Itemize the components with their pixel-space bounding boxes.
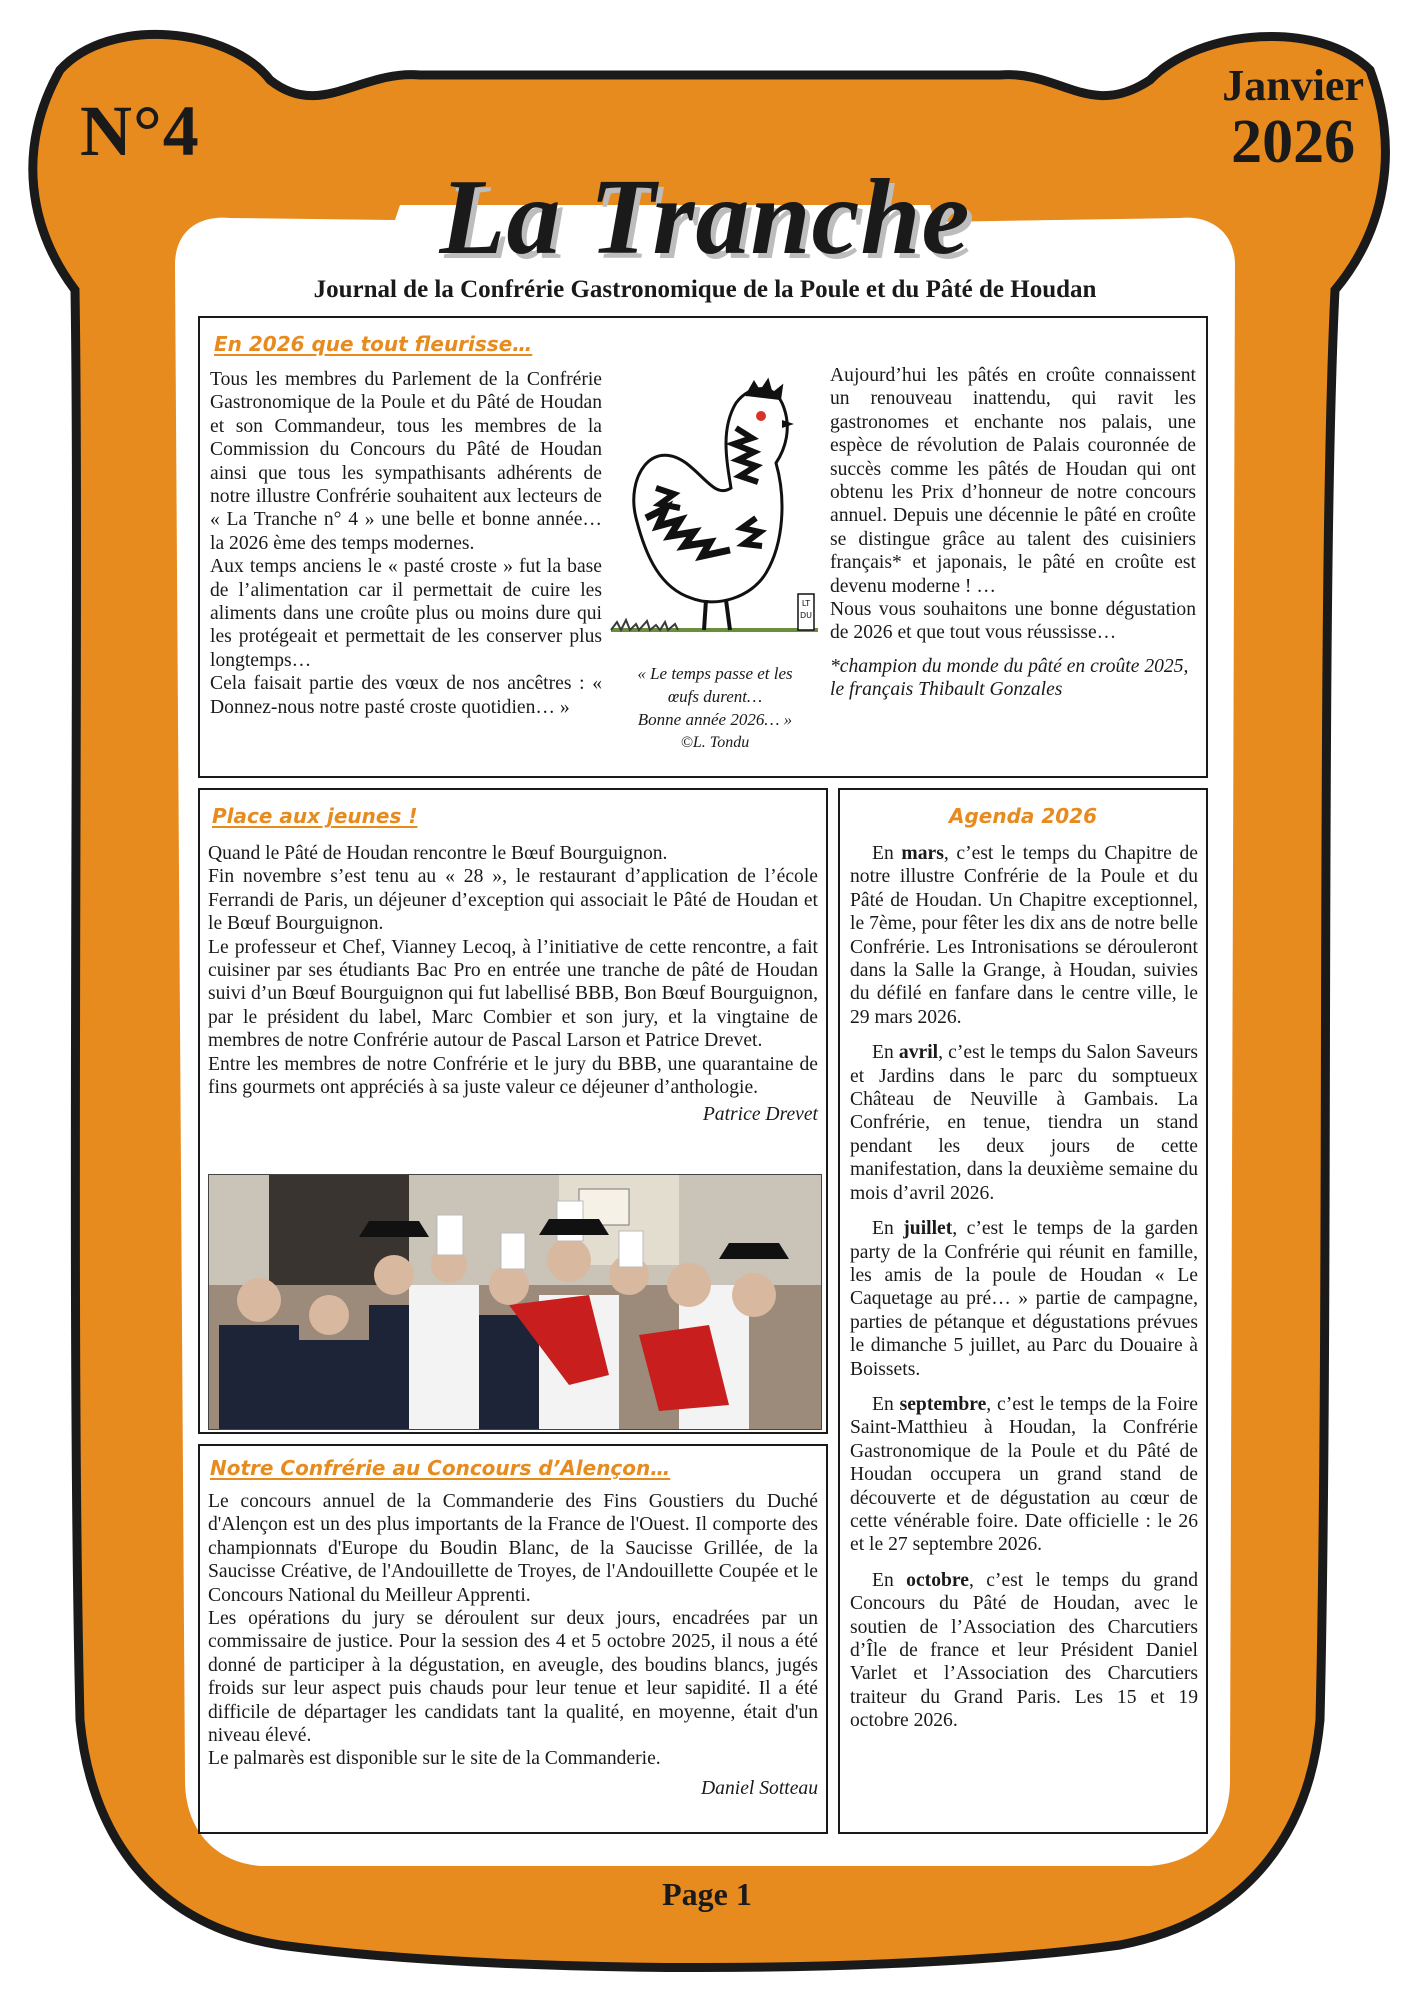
- issue-date: [1222, 62, 1364, 174]
- paragraph: Le professeur et Chef, Vianney Lecoq, à l’initiative de cette rencontre, a fait cuisiner par ses étudiants Bac Pro en entrée une tranche de pâté de Houdan suivi d’un Bœuf Bourguignon qui fut labellisé BBB, Bon Bœuf Bourguignon, par le président du label, Marc Combier et son jury, et la vingtaine de membres de notre Confrérie autour de Pascal Larson et Patrice Drevet.: [208, 936, 818, 1052]
- agenda-item-octobre: En octobre, c’est le temps du grand Concours du Pâté de Houdan, avec le soutien de l’Association des Charcutiers d’Île de france et leur Président Daniel Varlet et l’Association des Charcutiers traiteur du Grand Paris. Les 15 et 19 octobre 2026.: [850, 1569, 1198, 1732]
- agenda-item-mars: En mars, c’est le temps du Chapitre de notre illustre Confrérie de la Poule et du Pâté de Houdan. Un Chapitre exceptionnel, le 7ème, pour fêter les dix ans de notre belle Confrérie. Les Intronisations se dérouleront dans la Salle la Grange, à Houdan, suivies du défilé en fanfare dans le centre ville, le 29 mars 2026.: [850, 843, 1199, 1028]
- author-signature: Patrice Drevet: [702, 1104, 818, 1126]
- author-signature: Daniel Sotteau: [701, 1777, 818, 1799]
- hen-caption: [610, 662, 820, 754]
- paragraph: Aujourd’hui les pâtés en croûte connaissent un renouveau inattendu, qui ravit les gastronomes et enchante nos palais, une espèce de révolution de Palais couronnée de succès comme les pâtés de Houdan qui ont obtenu les Prix d’honneur de notre concours annuel. Depuis une décennie le pâté en croûte se distingue grâce au talent des cuisiniers français* et japonais, le pâté en croûte est devenu moderne ! …: [830, 365, 1196, 597]
- agenda-item-avril: En avril, c’est le temps du Salon Saveurs et Jardins dans le parc du somptueux Château de Neuville à Gambais. La Confrérie, en tenue, tiendra un stand pendant les deux jours de cette manifestation, dans la deuxième semaine du mois d’avril 2026.: [850, 1042, 1198, 1204]
- caption-credit: ©L. Tondu: [680, 734, 750, 751]
- paragraph: Quand le Pâté de Houdan rencontre le Bœuf Bourguignon.: [208, 843, 668, 864]
- agenda-item-juillet: En juillet, c’est le temps de la garden party de la Confrérie qui réunit en famille, les amis de la poule de Houdan « Le Caquetage au pré… » partie de campagne, parties de pétanque et dégustations prévues le dimanche 5 juillet, au Parc du Douaire à Boissets.: [850, 1218, 1198, 1380]
- section-new-year: [198, 316, 1208, 778]
- paragraph: Le concours annuel de la Commanderie des Fins Goustiers du Duché d'Alençon est un des plus importants de la France de l'Ouest. Il comporte des championnats d'Europe du Boudin Blanc, de la Saucisse Grillée, de la Saucisse Créative, de l'Andouillette de Troyes, de l'Andouillette Coupée et le Concours National du Meilleur Apprenti.: [208, 1491, 818, 1606]
- issue-year: 2026: [1231, 108, 1356, 176]
- section-alencon: [198, 1444, 828, 1834]
- masthead: [180, 160, 1230, 275]
- svg-text:LT: LT: [801, 599, 811, 608]
- section-heading: Agenda 2026: [948, 804, 1098, 828]
- caption-line: « Le temps passe et les: [637, 664, 793, 683]
- page-number: Page 1: [662, 1876, 752, 1912]
- group-photo: [208, 1174, 822, 1430]
- paragraph: Nous vous souhaitons une bonne dégustation de 2026 et que tout vous réussisse…: [830, 599, 1196, 644]
- newspaper-title: La Tranche: [439, 158, 971, 277]
- section-heading: Place aux jeunes !: [212, 804, 418, 828]
- section-heading: Notre Confrérie au Concours d’Alençon…: [210, 1456, 671, 1480]
- paragraph: Tous les membres du Parlement de la Confrérie Gastronomique de la Poule et du Pâté de Houdan et son Commandeur, tous les membres de la Commission du Concours du Pâté de Houdan ainsi que tous les sympathisants adhérents de notre illustre Confrérie souhaitent aux lecteurs de « La Tranche n° 4 » une belle et bonne année… la 2026 ème des temps modernes.: [210, 369, 602, 554]
- paragraph: Cela faisait partie des vœux de nos ancêtres : « Donnez-nous notre pasté croste quotidien… »: [210, 673, 602, 718]
- section-body: [208, 842, 818, 1127]
- section-agenda: [838, 788, 1208, 1834]
- paragraph: Aux temps anciens le « pasté croste » fut la base de l’alimentation car il permettait de cuire les aliments dans une croûte plus ou moins dure qui les protégeait et permettait de les conserver plus longtemps…: [210, 556, 602, 671]
- agenda-list: [850, 842, 1198, 1733]
- agenda-item-septembre: En septembre, c’est le temps de la Foire Saint-Matthieu à Houdan, la Confrérie Gastronomique de la Poule et du Pâté de Houdan occupera un grand stand de découverte et de dégustation au cœur de cette vénérable foire. Date officielle : le 26 et le 27 septembre 2026.: [850, 1393, 1199, 1556]
- newspaper-subtitle: Journal de la Confrérie Gastronomique de la Poule et du Pâté de Houdan: [313, 276, 1097, 303]
- issue-number: N°4: [80, 91, 200, 171]
- section-young: [198, 788, 828, 1434]
- paragraph: Le palmarès est disponible sur le site de la Commanderie.: [208, 1748, 661, 1770]
- paragraph: Les opérations du jury se déroulent sur deux jours, encadrées par un commissaire de justice. Pour la session des 4 et 5 octobre 2025, il nous a été donné de participer à la dégustation, en aveugle, des boudins blancs, jugés froids sur leur aspect puis chauds pour leur tenue et leur sapidité. Il a été difficile de départager les candidats tant la qualité, en moyenne, était d'un niveau élevé.: [208, 1608, 818, 1747]
- section-body: [208, 1490, 818, 1800]
- section-heading: En 2026 que tout fleurisse…: [214, 332, 533, 356]
- section-left-column: [210, 368, 602, 719]
- issue-month: Janvier: [1222, 61, 1364, 110]
- section-right-column: [830, 364, 1196, 702]
- hen-illustration: [606, 368, 824, 648]
- footnote: *champion du monde du pâté en croûte 2025, le français Thibault Gonzales: [830, 655, 1189, 701]
- paragraph: Entre les membres de notre Confrérie et le jury du BBB, une quarantaine de fins gourmets ont appréciés à sa juste valeur ce déjeuner d’anthologie.: [208, 1053, 818, 1099]
- paragraph: Fin novembre s’est tenu au « 28 », le restaurant d’application de l’école Ferrandi de Paris, un déjeuner d’exception qui associait le Pâté de Houdan et le Bœuf Bourguignon.: [208, 866, 818, 935]
- caption-line: Bonne année 2026… »: [637, 710, 793, 729]
- svg-text:DU: DU: [799, 611, 813, 620]
- caption-line: œufs durent…: [667, 687, 763, 706]
